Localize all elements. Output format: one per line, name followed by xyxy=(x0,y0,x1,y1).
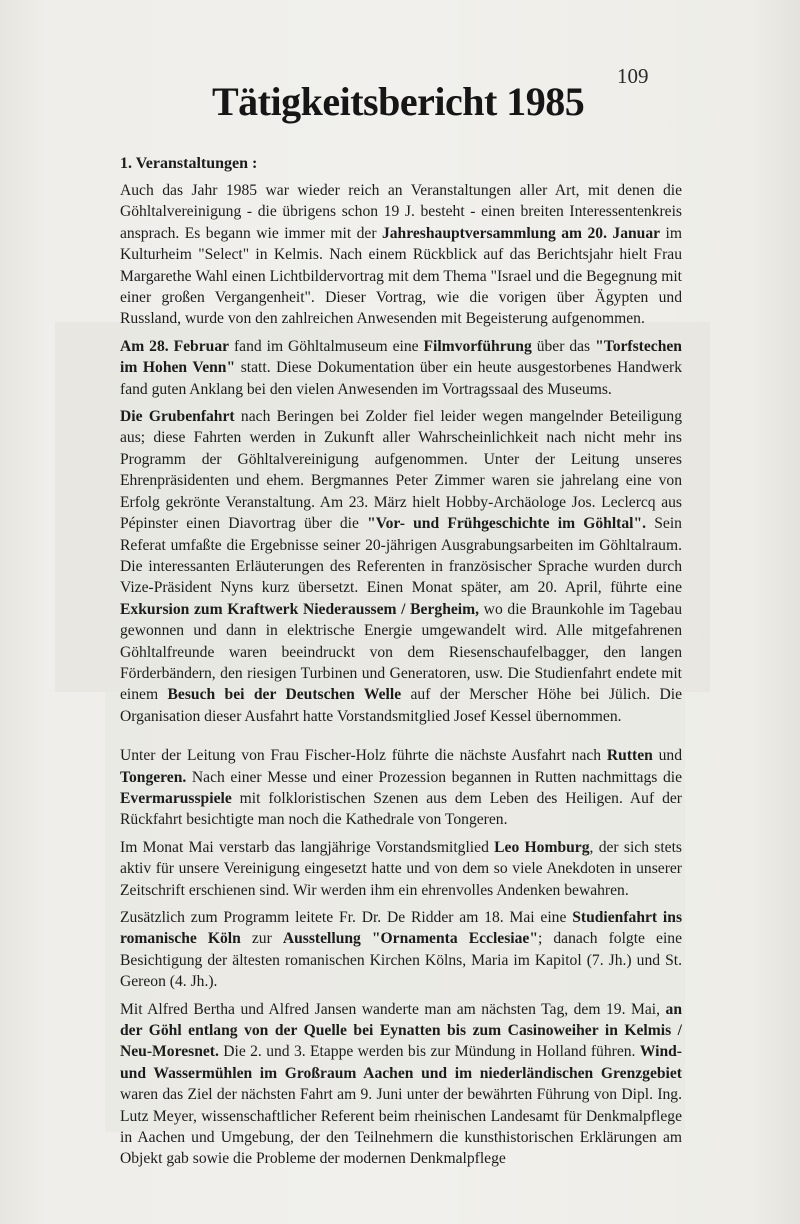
paragraph xyxy=(120,180,682,330)
report-body xyxy=(120,180,682,1176)
bold-text: Filmvorführung xyxy=(423,337,532,355)
text-run: Mit Alfred Bertha und Alfred Jansen wanderte man am nächsten Tag, dem 19. Mai, xyxy=(120,1000,666,1018)
text-run: im Kulturheim "Select" in Kelmis. Nach einem Rückblick auf das Berichtsjahr hielt Frau Margarethe Wahl einen Lichtbildervortrag mit dem Thema "Israel und die Begegnung mit einer großen Vergangenheit". Dieser Vortrag, wie die vorigen über Ägypten und Russland, wurde von den zahlreichen Anwesenden mit Begeisterung aufgenommen. xyxy=(120,224,682,328)
text-run: auf der Merscher Höhe bei Jülich. Die Organisation dieser Ausfahrt hatte Vorstandsmitglied Josef Kessel übernommen. xyxy=(120,686,683,725)
bold-text: Jahreshauptversammlung am 20. Januar xyxy=(381,224,661,242)
text-run: wo die Braunkohle im Tagebau gewonnen und dann in elektrische Energie umgewandelt wird. Alle mitgefahrenen Göhltalfreunde waren beeindruckt von dem Riesenschaufelbagger, den langen Förderbändern, den riesigen Turbinen und Generatoren, usw. Die Studienfahrt endete mit einem xyxy=(120,600,682,704)
paragraph xyxy=(120,837,682,901)
bold-text: Besuch bei der Deutschen Welle xyxy=(167,686,402,704)
bold-text: Die Grubenfahrt xyxy=(120,408,235,426)
text-run: Zusätzlich zum Programm leitete Fr. Dr. De Ridder am 18. Mai eine xyxy=(120,909,573,926)
bold-text: Studienfahrt ins romanische Köln xyxy=(120,909,683,948)
page-title: Tätigkeitsbericht 1985 xyxy=(212,79,585,124)
paragraph xyxy=(120,999,682,1170)
text-run: nach Beringen bei Zolder fiel leider wegen mangelnder Beteiligung aus; diese Fahrten werden in Zukunft aller Wahrscheinlichkeit nach nicht mehr ins Programm der Göhltalvereinigung aufgenommen. Unter der Leitung unseres Ehrenpräsidenten und ehem. Bergmannes Peter Zimmer waren sie jahrelang eine von Erfolg gekrönte Veranstaltung. Am 23. März hielt Hobby-Archäologe Jos. Leclercq aus Pépinster einen Diavortrag über die xyxy=(120,408,683,533)
text-run: ; danach folgte eine Besichtigung der ältesten romanischen Kirchen Kölns, Maria im Kapitol (7. Jh.) und St. Gereon (4. Jh.). xyxy=(120,930,682,991)
bold-text: "Vor- und Frühgeschichte im Göhltal". xyxy=(367,515,647,533)
bold-text: Evermarusspiele xyxy=(120,789,232,807)
bold-text: an der Göhl entlang von der Quelle bei Eynatten bis zum Casinoweiher in Kelmis / Neu-Moresnet. xyxy=(120,1000,682,1061)
bold-text: Exkursion zum Kraftwerk Niederaussem / Bergheim, xyxy=(120,600,480,618)
bold-text: Am 28. Februar xyxy=(120,337,230,355)
text-run: mit folkloristischen Szenen aus dem Leben des Heiligen. Auf der Rückfahrt besichtigte man noch die Kathedrale von Tongeren. xyxy=(120,789,682,829)
paragraph xyxy=(120,907,682,993)
text-run: Unter der Leitung von Frau Fischer-Holz führte die nächste Ausfahrt nach xyxy=(120,747,607,765)
paragraph xyxy=(120,336,682,400)
text-run: , der sich stets aktiv für unsere Vereinigung eingesetzt hatte und von dem so viele Anekdoten in unserer Zeitschrift erschienen sind. Wir werden ihm ein ehrenvolles Andenken bewahren. xyxy=(120,838,682,899)
text-run: Auch das Jahr 1985 war wieder reich an Veranstaltungen aller Art, mit denen die Göhltalvereinigung - die übrigens schon 19 J. besteht - einen breiten Interessentenkreis ansprach. Es begann wie immer mit der xyxy=(120,182,682,242)
text-run: und xyxy=(652,747,682,765)
bold-text: Wind- und Wassermühlen im Großraum Aachen und im niederländischen Grenzgebiet xyxy=(120,1043,682,1082)
text-run: Die 2. und 3. Etappe werden bis zur Mündung in Holland führen. xyxy=(218,1043,640,1061)
text-run: zur xyxy=(240,930,283,948)
paragraph xyxy=(120,406,682,727)
bold-text: Ausstellung "Ornamenta Ecclesiae" xyxy=(282,930,538,948)
bold-text: Rutten xyxy=(606,747,653,765)
text-run: fand im Göhltalmuseum eine xyxy=(229,337,424,355)
text-run: waren das Ziel der nächsten Fahrt am 9. Juni unter der bewährten Führung von Dipl. Ing. Lutz Meyer, wissenschaftlicher Referent beim rheinischen Landesamt für Denkmalpflege in Aachen und Umgebung, der den Teilnehmern die kunsthistorischen Erklärungen am Objekt gab sowie die Probleme der modernen Denkmalpflege xyxy=(120,1086,682,1168)
paragraph xyxy=(120,745,682,831)
text-run: Sein Referat umfaßte die Ergebnisse seiner 20-jährigen Ausgrabungsarbeiten im Göhltalraum. Die interessanten Erläuterungen des Referenten in französischer Sprache wurden durch Vize-Präsident Nyns kurz übersetzt. Einen Monat später, am 20. April, führte eine xyxy=(120,515,682,597)
bold-text: Leo Homburg xyxy=(494,838,590,856)
bold-text: Tongeren. xyxy=(120,768,187,786)
page-number: 109 xyxy=(617,64,649,88)
text-run: statt. Diese Dokumentation über ein heute ausgestorbenes Handwerk fand guten Anklang bei den vielen Anwesenden im Vortragssaal des Museums. xyxy=(120,359,682,398)
text-run: über das xyxy=(531,337,596,355)
bold-text: "Torfstechen im Hohen Venn" xyxy=(120,337,682,377)
text-run: Nach einer Messe und einer Prozession begannen in Rutten nachmittags die xyxy=(186,768,682,786)
section-heading: 1. Veranstaltungen : xyxy=(120,155,258,172)
text-run: Im Monat Mai verstarb das langjährige Vorstandsmitglied xyxy=(120,838,495,856)
